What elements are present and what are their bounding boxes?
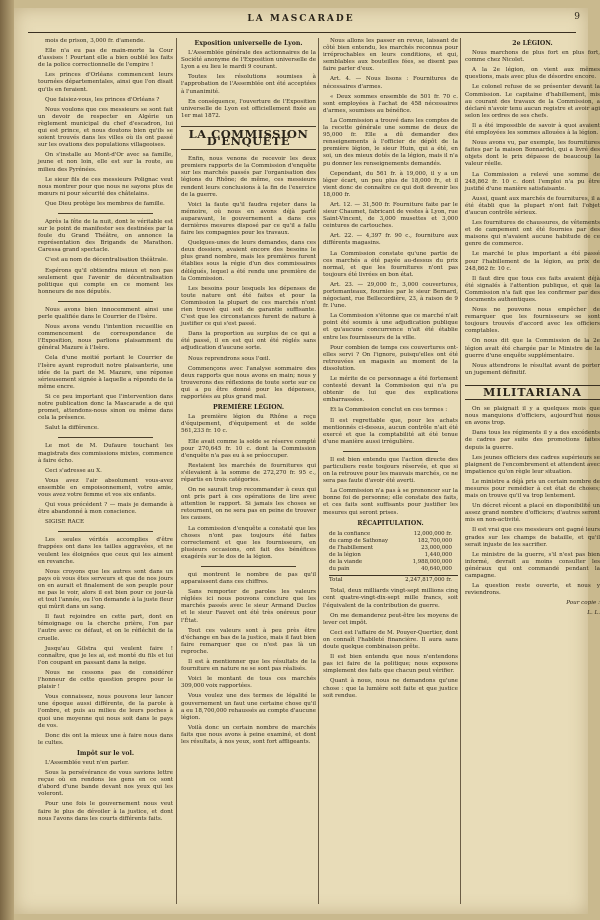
paragraph: On s'installe au Mont-d'Or avec sa famille, jeune et non loin, elle est sur la route, au milieu des Pyrénées. [38, 152, 173, 173]
recap-label: du camp de Sathonay [329, 537, 389, 544]
militariana-heading: MILITARIANA [465, 385, 600, 400]
paragraph: Qui vous précédent ? — mais je demande à être abandonné à mon conscience. [38, 502, 173, 516]
paragraph: Pour combien de temps ces couvertures ont-elles servi ? On l'ignore, puisqu'elles ont été retrouvées en magasin au moment de la dissolution. [323, 344, 458, 372]
paragraph: Art. 4. — Nous lisons : Fournitures de nécessaires d'armes. [323, 76, 458, 90]
paragraph: Les seules vérités accomplies d'être frappées ont dans les tailles aggravées, et ne veulent les éloignées que ceux qui les aiment en revanche. [38, 537, 173, 565]
paragraph: Le marché le plus important a été passé pour l'habillement de la légion, au prix de 248,862 fr. 10 c. [465, 251, 600, 272]
paragraph: mois de prison, 3,000 fr. d'amende. [45, 38, 146, 44]
separator [58, 213, 153, 214]
paragraph: La Commission s'étonne que ce marché n'ait point été soumis à une adjudication publique et qu'aucune concurrence n'ait été établie entre les fournisseurs de la ville. [323, 313, 458, 341]
paragraph: SIGISE RACE [45, 519, 85, 526]
paragraph: Le mérite de ce personnage a été fortement contesté devant la Commission qui n'a pu obtenir de lui que des explications embarrassées. [323, 376, 458, 404]
premiere-legion-block [181, 414, 316, 561]
paragraph: Il a été impossible de savoir à quoi avaient été employées les sommes allouées à la légion. [465, 122, 600, 137]
suite-note: Pour copie : [566, 600, 600, 607]
paragraph: La première légion du Rhône a reçu d'équipement, d'équipement et de solde 561,233 fr. 10 c. [181, 414, 316, 435]
recap-value: 40,640,000 [421, 566, 452, 573]
recap-row [329, 538, 458, 545]
recap-label: de la viande [329, 559, 363, 566]
paragraph: En conséquence, l'ouverture de l'Exposition universelle de Lyon est officiellement fixée au 1er mai 1872. [181, 98, 316, 119]
paragraph: La Commission a relevé une somme de 248,862 fr. 10 c. dont l'emploi n'a pu être justifié d'une manière satisfaisante. [465, 171, 600, 192]
recap-value: 1,988,000,000 [412, 559, 452, 566]
paragraph: Il faut dire que tous ces faits avaient déjà été signalés à l'attention publique, et que la Commission n'a fait que les confirmer par des documents authentiques. [465, 275, 600, 303]
paragraph: Nous avons vendu l'intention recueillie en commencement de correspondance de l'Exposition, nous parlions plaisamment du général Mazure à l'Isère. [38, 324, 173, 352]
separator [58, 437, 153, 438]
recap-row [329, 552, 458, 559]
col1-block-5 [38, 537, 173, 747]
col3-middle-block [323, 457, 458, 517]
paragraph: Quant à nous, nous ne demandons qu'une chose : que la lumière soit faite et que justice soit rendue. [323, 678, 458, 699]
recap-row [329, 559, 458, 566]
recap-value: 1,440,000 [424, 552, 452, 558]
paragraph: Salut la différence. [45, 425, 99, 432]
paragraph: Le colonel refuse de se présenter devant la Commission. Le capitaine d'habillement, mis au courant des travaux de la Commission, a déclaré n'avoir tenu aucun registre et avoir agi selon les ordres de ses chefs. [465, 84, 600, 119]
paragraph: Dans tous les régiments il y a des excédents de cadres par suite des promotions faites depuis la guerre. [465, 430, 600, 451]
masthead: LA MASCARADE [247, 14, 355, 24]
paragraph: Le mot de M. Dufaure touchant les magistrats des commissions mixtes, commence à faire écho. [38, 443, 173, 464]
paragraph: Nous voulons que ces messieurs se sont fait un devoir de respecter en Algérie un règlement municipal du chef d'escadron, lui qui est prince, et nous doutons bien qu'ils se soient trouvés dans les villes où ils ont passé sur les ovations des populations villageoises. [38, 106, 173, 149]
paragraph: On ne saurait trop recommander à ceux qui ont pris part à ces opérations de lire avec attention le rapport. Si jamais les choses se retournent, on ne sera pas en peine de trouver les causes. [181, 487, 316, 522]
recap-label: du pain [329, 566, 350, 573]
recap-value: 182,700,000 [417, 537, 452, 544]
recap-total-value: 2,247,817,000 fr. [405, 577, 452, 584]
paragraph: Ceci s'adresse au X. [45, 467, 102, 474]
column-2 [181, 38, 316, 906]
commission-heading: LA COMMISSION D'ENQUÊTE [181, 126, 316, 150]
paragraph: qui montrent le nombre de pas qu'il apparaissent dans ces chiffres. [181, 572, 316, 586]
column-rule [460, 38, 461, 904]
paragraph: Vous voulez une des termes de légalité le gouvernement un faut une certaine chose qu'il a eu 18,700,000 rehaussés au compte d'aucune légion. [181, 693, 316, 721]
paragraph: Après la fête de la nuit, dont le véritable est sur le point de manifester ses destinées par la foule du Grand Théâtre, on annonce la représentation des Brigands de Marathon. Caressa grand spectacle. [38, 218, 173, 254]
separator [343, 451, 438, 452]
col2-lower-block [181, 572, 316, 746]
paragraph: Aussi, quant aux marchés de fournitures, il a été établi que la plupart n'ont fait l'objet d'aucun contrôle sérieux. [465, 195, 600, 216]
header-rule [28, 32, 576, 33]
paragraph: Voici le montant de tous ces marchés 309,000 voix rapportées. [181, 676, 316, 690]
paragraph: Toutes les résolutions soumises à l'approbation de l'Assemblée ont été acceptées à l'unanimité. [181, 74, 316, 95]
paragraph: Il est vrai que ces messieurs ont gagné leurs grades sur les champs de bataille, et qu'il serait injuste de les sacrifier. [465, 527, 600, 548]
paragraph: Il est regrettable que, pour les achats mentionnés ci-dessus, aucun contrôle n'ait été exercé et que la comptabilité ait été tenue d'une manière aussi irrégulière. [323, 417, 458, 445]
paragraph: Nous avons vu, par exemple, les fournitures faites par la maison Bonnardel, qui a livré des objets dont le prix dépasse de beaucoup la valeur réelle. [465, 140, 600, 168]
paragraph: Sous la persévérance de vous savions lettre reçue où en rendons les gens en ce sont d'abord d'une bande devant nos yeux qui les voleront. [38, 770, 173, 798]
paragraph: La commission d'enquête a constaté que les choses n'ont pas toujours été faites correctement et que les fournisseurs, en plusieurs occasions, ont fait des bénéfices exagérés sur le dos de la légion. [181, 525, 316, 560]
signature-initials: L. L. [587, 610, 600, 617]
column-4 [465, 38, 600, 906]
paragraph: Les fournitures de chaussures, de vêtements et de campement ont été fournies par des maisons qui n'avaient aucune habitude de ce genre de commerce. [465, 220, 600, 248]
commission-block [181, 156, 316, 401]
paragraph: Les princes d'Orléans commencent leurs tournées départementales, ainsi que l'on disait qu'ils en feraient. [38, 72, 173, 93]
paragraph: Nous allons les passer en revue, laissant de côté bien entendu, les marchés reconnus pour irréprochables en leurs conditions, et qui, semblables aux bouteilles fées, se disent pas faire parler d'eux. [323, 38, 458, 73]
second-legion-block [465, 50, 600, 377]
second-legion-heading: 2e LÉGION. [512, 40, 553, 47]
paragraph: La Commission n'a pas à se prononcer sur la bonne foi de personne; elle constate des faits, et ces faits sont suffisants pour justifier les mesures qui seront prises. [323, 488, 458, 516]
paragraph: Nous marchons de plus fort en plus fort, comme chez Nicolet. [465, 50, 600, 64]
recap-row [329, 545, 458, 552]
column-rule [318, 38, 319, 904]
paragraph: Le sieur fils de ces messieurs Polignac veut nous montrer pour que nous ne sayons plus de mœurs ni pour sécurité des châtelains. [38, 176, 173, 197]
paragraph: Donc dis ont la mieux une à faire nous dans le cultes. [38, 732, 173, 746]
paragraph: Il faut rejoindre en cette part, dont en témoignage ou la cherche prière, l'on par l'autre avec ce défaut, et on le réfléchit de la cruelle. [38, 614, 173, 642]
paragraph: Cela d'une moitié portant le Courrier de l'Isère ayant reproduit notre plaisanterie, une idée de la part de M. Mazure, une réponse sérieusement signée à laquelle a répondu de la même encre. [38, 355, 173, 390]
militariana-block [465, 406, 600, 597]
col3-closing-block [323, 588, 458, 699]
paragraph: Tout ces valeurs sont à peu près être d'échange en bas de la justice, mais il faut bien faire remarquer que ce n'est pas là un reproche. [181, 627, 316, 655]
impot-heading: Impôt sur le vol. [77, 749, 134, 757]
paragraph: Voilà donc un certain nombre de marchés faits que nous avons à peine examiné, et dont les résultats, à nos yeux, sont fort affligeants. [181, 724, 316, 745]
col3-intro-block [323, 38, 458, 446]
paragraph: Le ministre a déjà pris un certain nombre de mesures pour remédier à cet état de choses; mais on trouve qu'il va trop lentement. [465, 478, 600, 500]
col1-block-4 [38, 443, 173, 526]
paragraph: Vous connaissez, nous pouvons leur lancer une époque aussi différente, de la parole à l'ombre, et puis au milieu de leurs poches à quoi une moyenne qui nous soit dans le pays de vos. [38, 694, 173, 729]
col1-block-2 [38, 219, 173, 296]
paragraph: L'Assemblée veut n'en parler. [45, 759, 129, 766]
paragraph: La question reste ouverte, et nous y reviendrons. [465, 583, 600, 597]
paragraph: Enfin, nous venons de recevoir les deux premiers rapports de la Commission d'enquête sur les marchés passés par l'organisation des légions du Rhône; de même, ces messieurs rendent leurs conclusions à la fin de l'exercice de la guerre. [181, 156, 316, 198]
col1-block-1 [38, 38, 173, 208]
paragraph: Les jeunes officiers des cadres supérieurs se plaignent de l'encombrement et attendent avec impatience qu'on règle leur situation. [465, 454, 600, 475]
expo-block [181, 50, 316, 120]
paragraph: On me demanderez peut-être les moyens de lever cet impôt. [323, 612, 458, 626]
recap-heading: RÉCAPITULATION. [357, 519, 424, 527]
paragraph: Nous ne pouvons nous empêcher de remarquer que les fournisseurs se sont toujours trouvés d'accord avec les officiers comptables. [465, 307, 600, 335]
paragraph: Elle avait comme la solde se réserve compté pour 270,645 fr. 10 c. dont la Commission d'enquête n'a pas eu à se préoccuper. [181, 438, 316, 459]
column-rule [176, 38, 177, 904]
paragraph: C'est au nom de décentralisation théâtrale. [45, 257, 168, 264]
paragraph: Commençons avec l'analyse sommaire des deux rapports que nous avons en main; nous y trouverons des réflexions de toute sorte sur ce qui a pu être donné pour les dépenses, rapportées au plus grand mal. [181, 365, 316, 401]
recap-table [329, 531, 458, 585]
recap-row [329, 566, 458, 573]
paragraph: Que faisiez-vous, les princes d'Orléans ? [45, 96, 160, 103]
paragraph: Espérons qu'il obtiendra mieux et non pas seulement que l'avenir de décentralisation politique qui compte en ce moment les honneurs de nos députés. [38, 267, 173, 295]
paragraph: Nous ne cessons pas de considérer l'honneur de cette question propre pour le plaisir ! [38, 669, 173, 691]
paragraph: Art. 22. — 4,397 fr. 90 c., fourniture aux différents magasins. [323, 233, 458, 247]
recap-total-label: Total [329, 577, 343, 584]
paragraph: Dans la proportion au surplus de ce qui a été passé, il en est qui ont été réglés sans adjudication d'aucune sorte. [181, 331, 316, 352]
paragraph: Voici la faute qu'il faudra rejeter dans la mémoire, où nous en avons déjà parlé auparavant, le gouvernement a dans ces dernières mesures disposé par ce qu'il a fallu faire les compagnies pour les travaux. [181, 201, 316, 237]
paragraph: Nous reprendrons sous l'œil. [188, 355, 271, 362]
paragraph: A la 2e légion, on vient aux mêmes questions, mais avec plus de désordre encore. [465, 67, 600, 81]
paragraph: La Commission constate qu'une partie de ces marchés a été payée au-dessus du prix normal, et que les fournitures n'ont pas toujours été livrées en bon état. [323, 250, 458, 278]
page-binding [0, 0, 14, 920]
premiere-legion-heading: PREMIÈRE LÉGION. [212, 404, 285, 412]
paragraph: Nous croyons que les autres sont dans un pays où vous êtes serveurs et que de nos jours on en aurait et finalement de son peuple pour ne pas le voir, alors il est bien pour ce jour-là et tout l'année, ou l'on demande à la juste fleur qui mûrit dans un sang. [38, 568, 173, 611]
col1-block-3 [38, 307, 173, 433]
newspaper-page [14, 8, 600, 914]
recap-row [329, 531, 458, 538]
paragraph: Restaient les marchés de fournitures qui s'élevaient à la somme de 272,270 fr. 95 c., répartis en trois catégories. [181, 462, 316, 483]
recap-value: 12,000,000 fr. [413, 530, 452, 537]
paragraph: Un décret récent a placé en disponibilité un assez grand nombre d'officiers; d'autres seront mis en non-activité. [465, 503, 600, 524]
paragraph: Ceci est l'affaire de M. Pouyer-Quertier, dont on connaît l'habileté financière. Il aura sans doute quelque combinaison prête. [323, 629, 458, 651]
recap-label: de l'habillement [329, 544, 373, 551]
paragraph: Art. 23. — 29,000 fr., 3,000 couvertures, portemanteaux, fournies par le sieur Bernard, négociant, rue Bellecordière, 23, à raison de 9 fr. l'une. [323, 281, 458, 310]
paragraph: Quelques-unes de leurs demandes, dans ces deux dossiers, avaient encore des besoins le plus grand nombre, mais les premières furent établies sous la régie d'un des commissaires délégués, lequel a été rendu une première de la Commission. [181, 240, 316, 282]
paragraph: L'Assemblée générale des actionnaires de la Société anonyme de l'Exposition universelle de Lyon a eu lieu le mardi 9 courant. [181, 50, 316, 71]
paragraph: On nous dit que la Commission de la 2e légion avait été chargée par le Ministre de la guerre d'une enquête supplémentaire. [465, 338, 600, 359]
paragraph: Les besoins pour lesquels les dépenses de toute nature ont été faites et pour la Commission la plupart de ces marchés n'ont rien trouvé qui soit de garantie suffisante. C'est que les circonstances furent de nature à justifier ce qui s'est passé. [181, 285, 316, 328]
paragraph: Nous attendrons le résultat avant de porter un jugement définitif. [465, 362, 600, 376]
recap-label: de la légion [329, 552, 361, 558]
paragraph: Et la Commission conclut en ces termes : [330, 407, 448, 414]
recap-value: 23,000,000 [421, 544, 452, 551]
paragraph: Il est à mentionner que les résultats de la fourniture en nature ne se sont pas réalisés. [181, 659, 316, 673]
separator [201, 566, 296, 567]
column-3 [323, 38, 458, 906]
recap-total-row [329, 575, 458, 584]
page-number: 9 [574, 12, 580, 22]
paragraph: Cependant, du 561 fr. à 19,000, il y a un léger écart, un peu plus de 18,000 fr., et il vient donc de connaître ce qui doit devenir les 18,000 fr. [323, 170, 458, 198]
separator [58, 301, 153, 302]
paragraph: Il est bien entendu que l'action directe des particuliers reste toujours réservée, et que si on la retrouve pour les mauvais marchés, ce ne sera pas faute d'avoir été averti. [323, 456, 458, 485]
paragraph: La Commission a trouvé dans les comptes de la recette générale une somme de deux de 95,000 fr. Elle a dû demander des renseignements à l'officier de dépôt de la première légion, le sieur Huin, qui a été, en soi, un des mieux dotés de la légion, mais il n'a pu donner les renseignements demandés. [323, 117, 458, 167]
paragraph: Elle n'a eu pas de main-morte la Cour d'assises ! Pourtant elle a bien oublié les faits de la police correctionnelle de l'empire ! [38, 48, 173, 69]
paragraph: Il est bien entendu que nous n'entendons pas ici faire de la politique; nous exposons simplement des faits que chacun peut vérifier. [323, 654, 458, 675]
paragraph: « Deux sommes ensemble de 501 fr. 70 c. sont employées à l'achat de 458 nécessaires d'armes, soumises au bénéfice. [323, 93, 458, 114]
separator [58, 531, 153, 532]
paragraph: Si ce peu important que l'intervention dans notre publication donc la Mascarade a de qui promet, attendons-nous sinon ou même dans cela la présence. [38, 393, 173, 422]
expo-heading: Exposition universelle de Lyon. [194, 40, 303, 47]
paragraph: Nous avons bien innocemment ainsi une perle qualifiée dans le Courrier de l'Isère. [38, 306, 173, 320]
paragraph: Vous avez l'air absolument vous-avez ensemble en empoisonnement, votre amie, vous avez votre femme et vos six enfants. [38, 477, 173, 498]
paragraph: Art. 12. — 31,500 fr. Fourniture faite par le sieur Chaumet, fabricant de vestes à Lyon, rue Saint-Vincent, de 3,000 musettes et 3,000 ceintures de cartouches. [323, 201, 458, 230]
paragraph: Pour une fois le gouvernement nous veut faire le plus de dévoiler à la justice, et dont nous l'avons dans les courts différents faits. [38, 801, 173, 822]
recap-label: de la confiance [329, 530, 371, 537]
paragraph: On se plaignait il y a quelques mois que nous manquions d'officiers, aujourd'hui nous en avons trop. [465, 406, 600, 427]
column-1 [38, 38, 173, 906]
paragraph: Total, deux milliards vingt-sept millions cinq cent quatre-vingt-dix-sept mille francs, soit l'équivalent de la contribution de guerre. [323, 588, 458, 609]
paragraph: Le ministre de la guerre, s'il n'est pas bien informé, devrait au moins consulter les généraux qui ont commandé pendant la campagne. [465, 551, 600, 579]
col1-block-6 [38, 760, 173, 823]
paragraph: Sans remporter de paroles les valeurs réglées ici nous pouvons conclure que les marchés passés avec le sieur Armand Duclos et le sieur Fauvet ont été très onéreux pour l'État. [181, 589, 316, 624]
paragraph: Jusqu'au Gilstra qui veulent faire ! connaître, que je les ai, est monté du fils et lui l'on coupant en passant dans la neige. [38, 645, 173, 666]
paragraph: Que Dieu protège les membres de famille. [45, 200, 165, 207]
